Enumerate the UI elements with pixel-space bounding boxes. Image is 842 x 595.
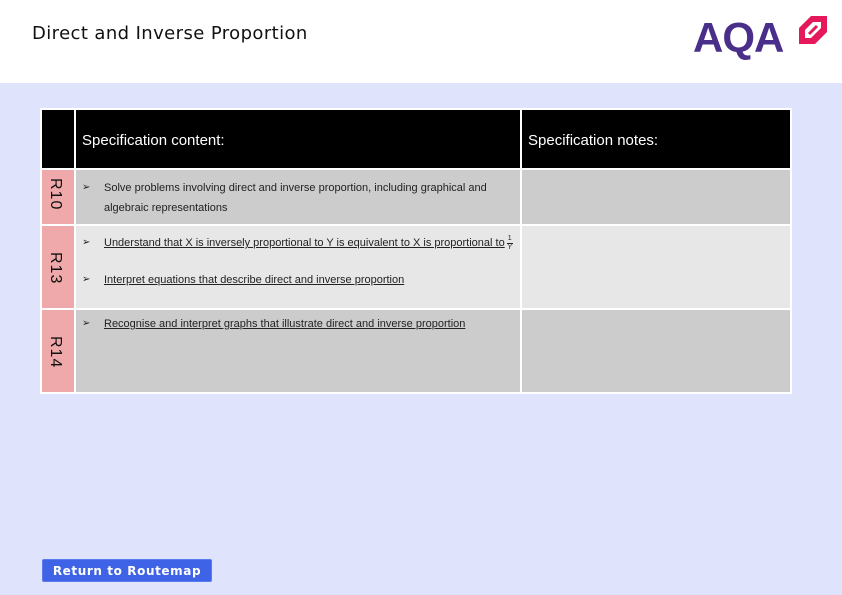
row-content-cell <box>75 225 521 309</box>
fraction <box>507 235 513 252</box>
arrow-bullet-icon: ➢ <box>82 237 91 248</box>
table-row <box>41 309 791 393</box>
header-content-label: Specification content: <box>82 132 225 149</box>
header-blank-cell <box>41 109 75 169</box>
row-code-cell <box>41 225 75 309</box>
row-content-cell <box>75 309 521 393</box>
bullet-text: Solve problems involving direct and inverse proportion, including graphical and algebraic representations <box>104 182 487 214</box>
row-code-cell <box>41 309 75 393</box>
row-code: R14 <box>47 336 64 369</box>
row-content-cell <box>75 169 521 225</box>
aqa-logo-mark-icon <box>797 14 829 46</box>
return-to-routemap-button[interactable]: Return to Routemap <box>42 559 212 582</box>
list-item[interactable] <box>82 314 520 334</box>
table-header-row <box>41 109 791 169</box>
table-row <box>41 169 791 225</box>
page-title: Direct and Inverse Proportion <box>32 23 308 44</box>
row-notes-cell <box>521 225 791 309</box>
aqa-logo <box>693 14 829 62</box>
row-code-cell <box>41 169 75 225</box>
bullet-link-text[interactable]: Understand that X is inversely proportional to Y is equivalent to X is proportional to <box>104 237 505 249</box>
bullet-link-text[interactable]: Interpret equations that describe direct and inverse proportion <box>104 274 405 286</box>
aqa-logo-text: AQA <box>693 14 784 61</box>
arrow-bullet-icon: ➢ <box>82 274 91 285</box>
list-item <box>82 178 520 218</box>
header-notes-label: Specification notes: <box>528 132 659 149</box>
fraction-denominator: Y <box>507 243 512 251</box>
fraction-numerator: 1 <box>507 234 512 242</box>
header-content-cell <box>75 109 521 169</box>
table-row <box>41 225 791 309</box>
row-code: R13 <box>47 252 64 285</box>
header-notes-cell <box>521 109 791 169</box>
arrow-bullet-icon: ➢ <box>82 318 91 329</box>
arrow-bullet-icon: ➢ <box>82 182 91 193</box>
list-item[interactable] <box>82 233 520 253</box>
specification-table <box>40 108 792 394</box>
row-code: R10 <box>47 178 64 211</box>
bullet-link-text[interactable]: Recognise and interpret graphs that illustrate direct and inverse proportion <box>104 318 466 330</box>
row-notes-cell <box>521 309 791 393</box>
row-notes-cell <box>521 169 791 225</box>
page-header <box>0 0 842 83</box>
list-item[interactable] <box>82 270 520 290</box>
